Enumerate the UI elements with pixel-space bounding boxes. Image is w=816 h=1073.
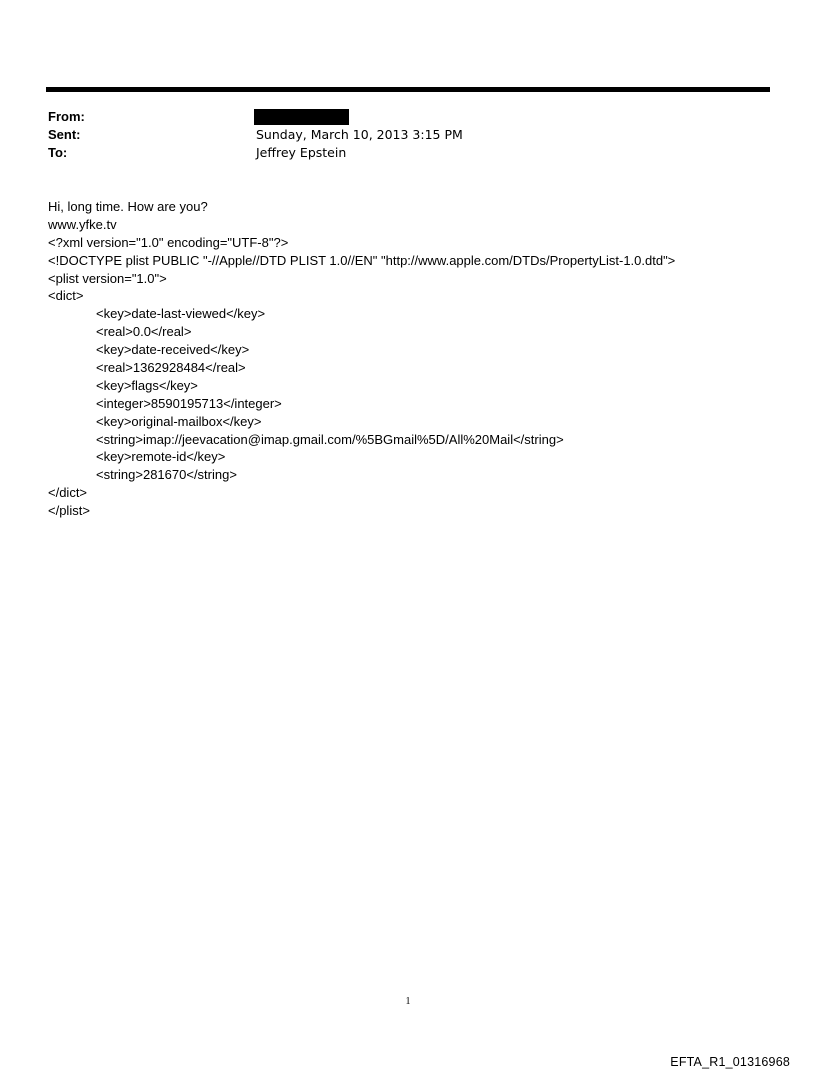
sent-value: Sunday, March 10, 2013 3:15 PM: [256, 127, 463, 142]
body-line: <integer>8590195713</integer>: [96, 395, 282, 411]
body-line: <real>0.0</real>: [96, 324, 192, 340]
sent-row: [48, 126, 748, 144]
body-line: <!DOCTYPE plist PUBLIC "-//Apple//DTD PLIST 1.0//EN" "http://www.apple.com/DTDs/PropertyList-1.0.dtd">: [48, 252, 676, 268]
body-line: <key>date-last-viewed</key>: [96, 306, 266, 322]
header-divider: [46, 87, 770, 92]
redacted-sender-block: [254, 109, 349, 125]
body-line: <key>date-received</key>: [96, 342, 250, 358]
sent-label: Sent:: [48, 127, 81, 142]
body-line: <string>281670</string>: [96, 467, 237, 483]
from-label: From:: [48, 109, 85, 124]
to-value: Jeffrey Epstein: [256, 145, 347, 160]
from-row: [48, 108, 748, 126]
body-line: </dict>: [48, 485, 88, 501]
body-line: <?xml version="1.0" encoding="UTF-8"?>: [48, 234, 289, 250]
body-line: <plist version="1.0">: [48, 270, 167, 286]
body-line: <key>remote-id</key>: [96, 449, 226, 465]
body-line: <dict>: [48, 288, 84, 304]
body-line: <string>imap://jeevacation@imap.gmail.com/%5BGmail%5D/All%20Mail</string>: [96, 431, 564, 447]
body-line: www.yfke.tv: [48, 216, 117, 232]
body-line: <key>flags</key>: [96, 377, 198, 393]
body-line: <real>1362928484</real>: [96, 360, 246, 376]
email-body: [48, 198, 788, 520]
to-row: [48, 144, 748, 162]
body-line: </plist>: [48, 503, 90, 519]
to-label: To:: [48, 145, 68, 160]
email-header: [48, 108, 748, 162]
page-number: 1: [405, 996, 411, 1007]
body-line: <key>original-mailbox</key>: [96, 413, 262, 429]
document-id: EFTA_R1_01316968: [670, 1055, 790, 1069]
body-line: Hi, long time. How are you?: [48, 199, 208, 214]
